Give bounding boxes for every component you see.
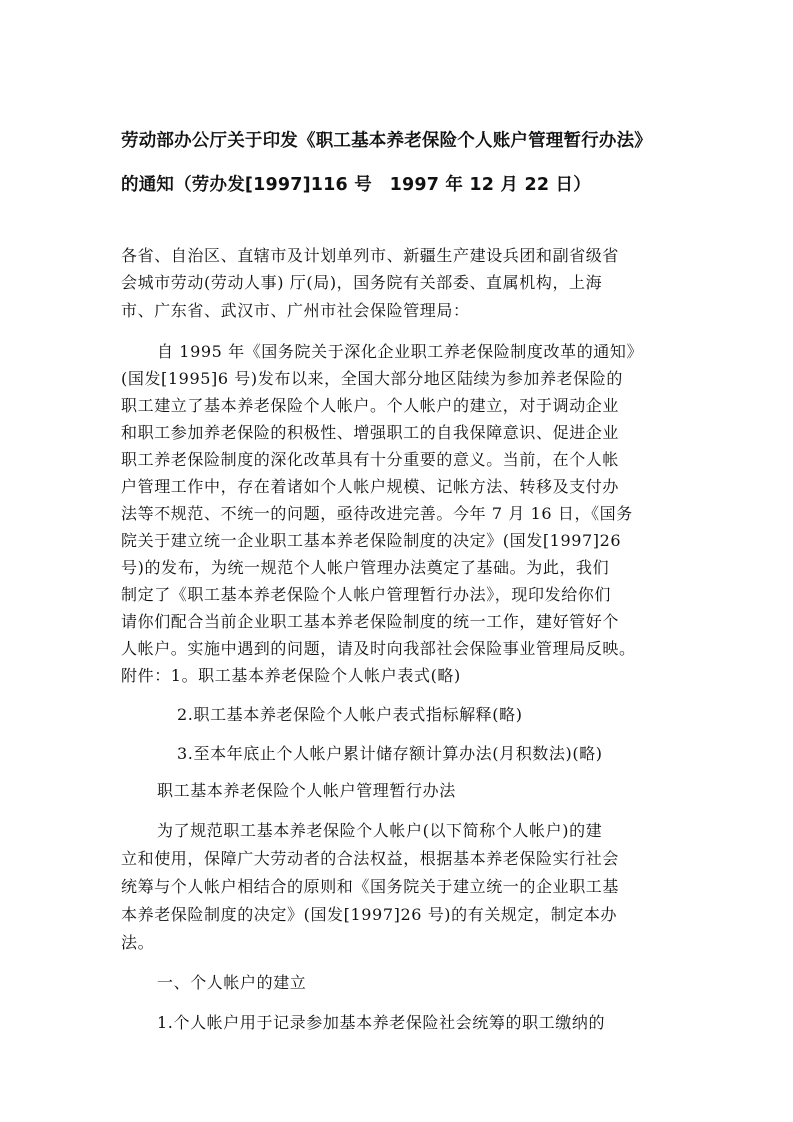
- body-paragraph-line: 和职工参加养老保险的积极性、增强职工的自我保障意识、促进企业: [121, 423, 620, 442]
- measures-paragraph-line: 统筹与个人帐户相结合的原则和《国务院关于建立统一的企业职工基: [121, 877, 620, 896]
- body-paragraph-line: 自 1995 年《国务院关于深化企业职工养老保险制度改革的通知》: [157, 342, 644, 361]
- measures-paragraph-line: 法。: [121, 933, 155, 952]
- measures-heading: 职工基本养老保险个人帐户管理暂行办法: [157, 781, 456, 800]
- attachment-1: 附件：1。职工基本养老保险个人帐户表式(略): [121, 666, 461, 685]
- recipients-line-1: 各省、自治区、直辖市及计划单列市、新疆生产建设兵团和副省级省: [121, 246, 620, 265]
- body-paragraph-line: 职工建立了基本养老保险个人帐户。个人帐户的建立，对于调动企业: [121, 396, 620, 415]
- measures-paragraph-line: 为了规范职工基本养老保险个人帐户(以下简称个人帐户)的建: [157, 821, 603, 840]
- body-paragraph-line: (国发[1995]6 号)发布以来，全国大部分地区陆续为参加养老保险的: [121, 369, 623, 388]
- body-paragraph-line: 请你们配合当前企业职工基本养老保险制度的统一工作，建好管好个: [121, 612, 620, 631]
- recipients-line-3: 市、广东省、武汉市、广州市社会保险管理局：: [121, 301, 470, 320]
- document-title-line-2: 的通知（劳办发[1997]116 号 1997 年 12 月 22 日）: [121, 175, 591, 195]
- clause-line: 1.个人帐户用于记录参加基本养老保险社会统筹的职工缴纳的: [157, 1013, 606, 1032]
- body-paragraph-line: 号)的发布，为统一规范个人帐户管理办法奠定了基础。为此，我们: [121, 558, 610, 577]
- measures-paragraph-line: 本养老保险制度的决定》(国发[1997]26 号)的有关规定，制定本办: [121, 905, 618, 924]
- body-paragraph-line: 人帐户。实施中遇到的问题，请及时向我部社会保险事业管理局反映。: [121, 639, 636, 658]
- attachment-2: 2.职工基本养老保险个人帐户表式指标解释(略): [177, 705, 523, 724]
- body-paragraph-line: 院关于建立统一企业职工基本养老保险制度的决定》(国发[1997]26: [121, 531, 622, 550]
- body-paragraph-line: 职工养老保险制度的深化改革具有十分重要的意义。当前，在个人帐: [121, 450, 620, 469]
- body-paragraph-line: 制定了《职工基本养老保险个人帐户管理暂行办法》，现印发给你们: [121, 585, 612, 604]
- attachment-3: 3.至本年底止个人帐户累计储存额计算办法(月积数法)(略): [177, 744, 603, 763]
- recipients-line-2: 会城市劳动(劳动人事) 厅(局)，国务院有关部委、直属机构，上海: [121, 273, 603, 292]
- measures-paragraph-line: 立和使用，保障广大劳动者的合法权益，根据基本养老保险实行社会: [121, 849, 620, 868]
- body-paragraph-line: 户管理工作中，存在着诸如个人帐户规模、记帐方法、转移及支付办: [121, 477, 620, 496]
- body-paragraph-line: 法等不规范、不统一的问题，亟待改进完善。今年 7 月 16 日，《国务: [121, 504, 633, 523]
- document-title-line-1: 劳动部办公厅关于印发《职工基本养老保险个人账户管理暂行办法》: [121, 131, 652, 151]
- section-heading: 一、个人帐户的建立: [157, 973, 307, 992]
